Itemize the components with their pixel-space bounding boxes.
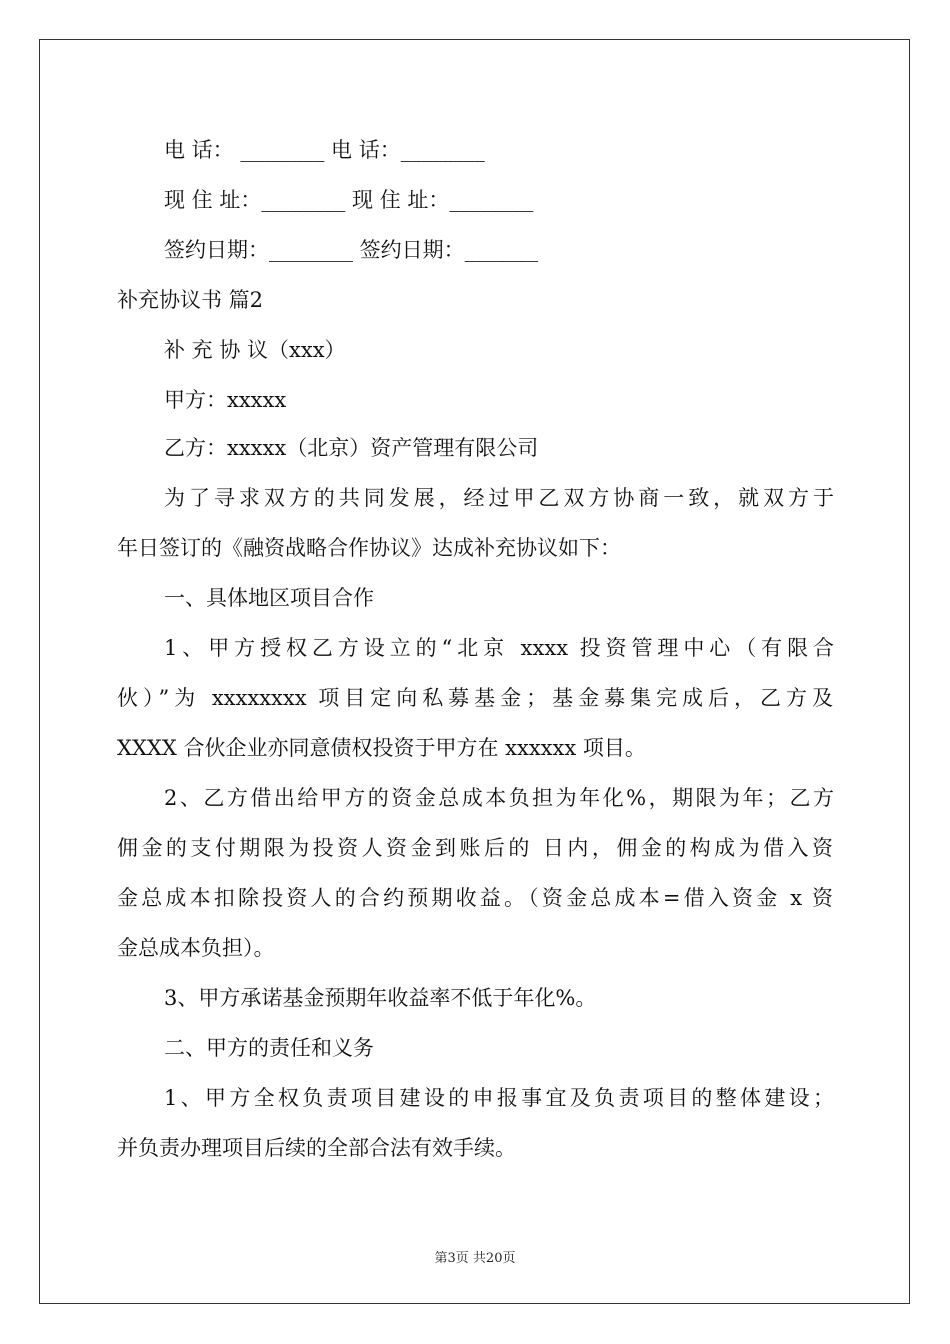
clause-1-2-line-3: 金总成本扣除投资人的合约预期收益。（资金总成本=借入资金 x 资 <box>117 886 833 910</box>
sign-date-line: 签约日期：________ 签约日期：_______ <box>164 238 539 262</box>
clause-2-1-line-1: 1、甲方全权负责项目建设的申报事宜及负责项目的整体建设； <box>164 1086 834 1110</box>
page-border <box>39 39 910 1304</box>
clause-1-1-line-3: XXXX 合伙企业亦同意债权投资于甲方在 xxxxxx 项目。 <box>117 736 646 760</box>
article-2-heading: 二、甲方的责任和义务 <box>164 1036 374 1060</box>
address-line: 现 住 址：________ 现 住 址：________ <box>164 188 534 212</box>
clause-2-1-line-2: 并负责办理项目后续的全部合法有效手续。 <box>117 1136 516 1160</box>
section-heading: 补充协议书 篇2 <box>117 288 264 312</box>
clause-1-1-line-2: 伙）”为 xxxxxxxx 项目定向私募基金；基金募集完成后，乙方及 <box>117 686 833 710</box>
phone-line: 电 话： ________ 电 话：________ <box>164 138 485 162</box>
party-b: 乙方：xxxxx（北京）资产管理有限公司 <box>164 436 539 460</box>
page-footer: 第3页 共20页 <box>434 1251 516 1266</box>
article-1-heading: 一、具体地区项目合作 <box>164 586 374 610</box>
clause-1-2-line-4: 金总成本负担）。 <box>117 936 275 960</box>
clause-1-3: 3、甲方承诺基金预期年收益率不低于年化%。 <box>164 986 597 1010</box>
clause-1-2-line-2: 佣金的支付期限为投资人资金到账后的 日内，佣金的构成为借入资 <box>117 836 833 860</box>
document-title: 补 充 协 议（xxx） <box>164 338 346 362</box>
party-a: 甲方：xxxxx <box>164 388 287 412</box>
clause-1-2-line-1: 2、乙方借出给甲方的资金总成本负担为年化%，期限为年；乙方 <box>164 786 834 810</box>
clause-1-1-line-1: 1、甲方授权乙方设立的“北京 xxxx 投资管理中心（有限合 <box>164 636 834 660</box>
intro-line-1: 为了寻求双方的共同发展，经过甲乙双方协商一致，就双方于 <box>164 486 834 510</box>
intro-line-2: 年日签订的《融资战略合作协议》达成补充协议如下： <box>117 536 621 560</box>
